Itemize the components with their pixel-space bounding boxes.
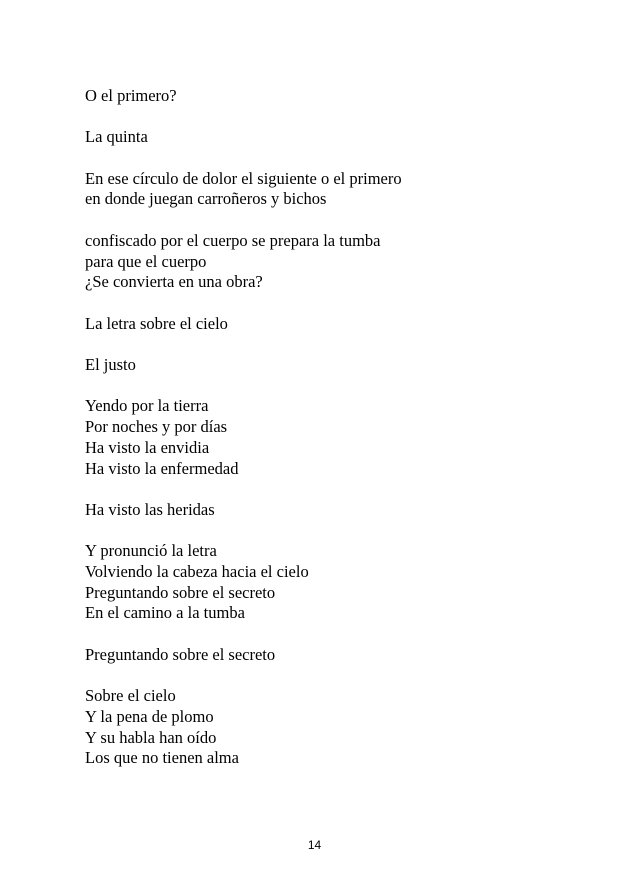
stanza <box>85 686 585 769</box>
stanza <box>85 645 585 666</box>
stanza <box>85 355 585 376</box>
poem-line: La letra sobre el cielo <box>85 313 228 333</box>
stanza <box>85 396 585 479</box>
stanza <box>85 541 585 624</box>
poem-line: Por noches y por días <box>85 417 228 437</box>
stanza <box>85 314 585 335</box>
poem-line: O el primero? <box>85 86 177 105</box>
poem-line: Y pronunció la letra <box>85 541 217 561</box>
poem-line: El justo <box>85 355 136 375</box>
poem-line: Ha visto las heridas <box>85 499 215 519</box>
poem-body <box>85 86 585 769</box>
poem-line: para que el cuerpo <box>85 251 207 271</box>
page-number: 14 <box>307 838 322 852</box>
poem-line: Preguntando sobre el secreto <box>85 582 276 602</box>
poem-line: La quinta <box>85 127 148 147</box>
poem-line: En ese círculo de dolor el siguiente o el primero <box>85 168 402 188</box>
poem-line: en donde juegan carroñeros y bichos <box>85 189 327 209</box>
poem-line: confiscado por el cuerpo se prepara la tumba <box>85 230 381 250</box>
poem-line: Y su habla han oído <box>85 727 217 747</box>
stanza <box>85 500 585 521</box>
poem-line: Volviendo la cabeza hacia el cielo <box>85 562 309 582</box>
poem-line: Preguntando sobre el secreto <box>85 644 276 664</box>
stanza <box>85 169 585 210</box>
stanza <box>85 231 585 293</box>
poem-line: Los que no tienen alma <box>85 748 239 768</box>
poem-line: ¿Se convierta en una obra? <box>85 272 263 292</box>
poem-line: Sobre el cielo <box>85 686 176 706</box>
poem-line: Yendo por la tierra <box>85 396 209 416</box>
poem-line: Ha visto la envidia <box>85 437 210 457</box>
stanza <box>85 127 585 148</box>
stanza <box>85 86 585 107</box>
poem-line: Y la pena de plomo <box>85 706 214 726</box>
poem-line: Ha visto la enfermedad <box>85 458 239 478</box>
poem-line: En el camino a la tumba <box>85 603 245 623</box>
